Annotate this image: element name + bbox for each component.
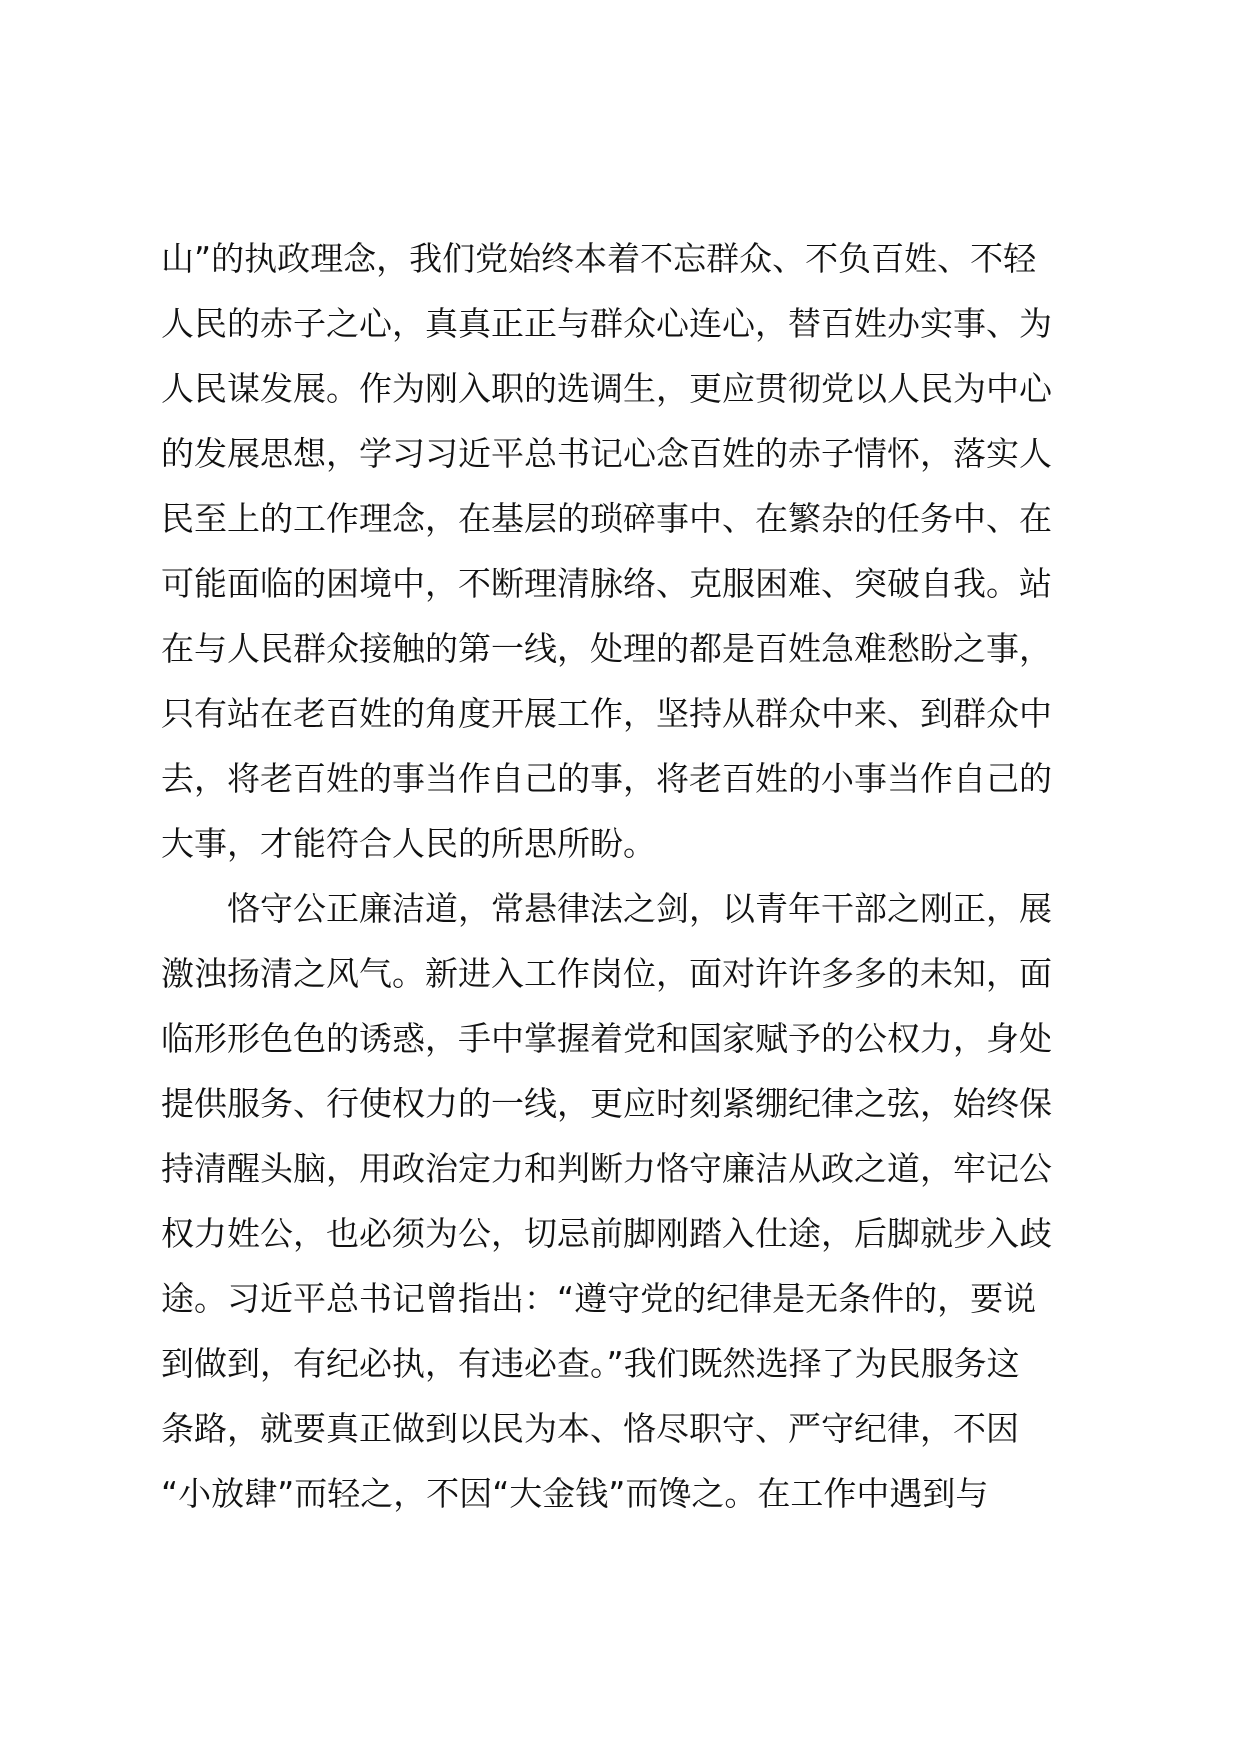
text-line: 的发展思想，学习习近平总书记心念百姓的赤子情怀，落实人 <box>161 434 1052 473</box>
text-line: 只有站在老百姓的角度开展工作，坚持从群众中来、到群众中 <box>161 694 1052 733</box>
text-line: 权力姓公，也必须为公，切忌前脚刚踏入仕途，后脚就步入歧 <box>161 1214 1052 1253</box>
text-line: 在与人民群众接触的第一线，处理的都是百姓急难愁盼之事， <box>161 629 1052 668</box>
text-line: 大事，才能符合人民的所思所盼。 <box>161 824 656 863</box>
text-line: 人民谋发展。作为刚入职的选调生，更应贯彻党以人民为中心 <box>161 369 1052 408</box>
text-line: “小放肆”而轻之，不因“大金钱”而馋之。在工作中遇到与 <box>161 1474 989 1513</box>
text-line: 可能面临的困境中，不断理清脉络、克服困难、突破自我。站 <box>161 564 1052 603</box>
text-line: 提供服务、行使权力的一线，更应时刻紧绷纪律之弦，始终保 <box>161 1084 1052 1123</box>
text-line: 民至上的工作理念，在基层的琐碎事中、在繁杂的任务中、在 <box>161 499 1052 538</box>
text-line: 人民的赤子之心，真真正正与群众心连心，替百姓办实事、为 <box>161 304 1052 343</box>
paragraph-first-line: 恪守公正廉洁道，常悬律法之剑，以青年干部之刚正，展 <box>161 889 1052 928</box>
text-line: 条路，就要真正做到以民为本、恪尽职守、严守纪律，不因 <box>161 1409 1019 1448</box>
text-line: 激浊扬清之风气。新进入工作岗位，面对许许多多的未知，面 <box>161 954 1052 993</box>
text-line: 去，将老百姓的事当作自己的事，将老百姓的小事当作自己的 <box>161 759 1052 798</box>
text-line: 到做到，有纪必执，有违必查。”我们既然选择了为民服务这 <box>161 1344 1020 1383</box>
text-line: 途。习近平总书记曾指出：“遵守党的纪律是无条件的，要说 <box>161 1279 1037 1318</box>
body-text <box>161 226 1091 1526</box>
text-line: 山”的执政理念，我们党始终本着不忘群众、不负百姓、不轻 <box>161 239 1037 278</box>
text-line: 持清醒头脑，用政治定力和判断力恪守廉洁从政之道，牢记公 <box>161 1149 1052 1188</box>
text-line: 临形形色色的诱惑，手中掌握着党和国家赋予的公权力，身处 <box>161 1019 1052 1058</box>
